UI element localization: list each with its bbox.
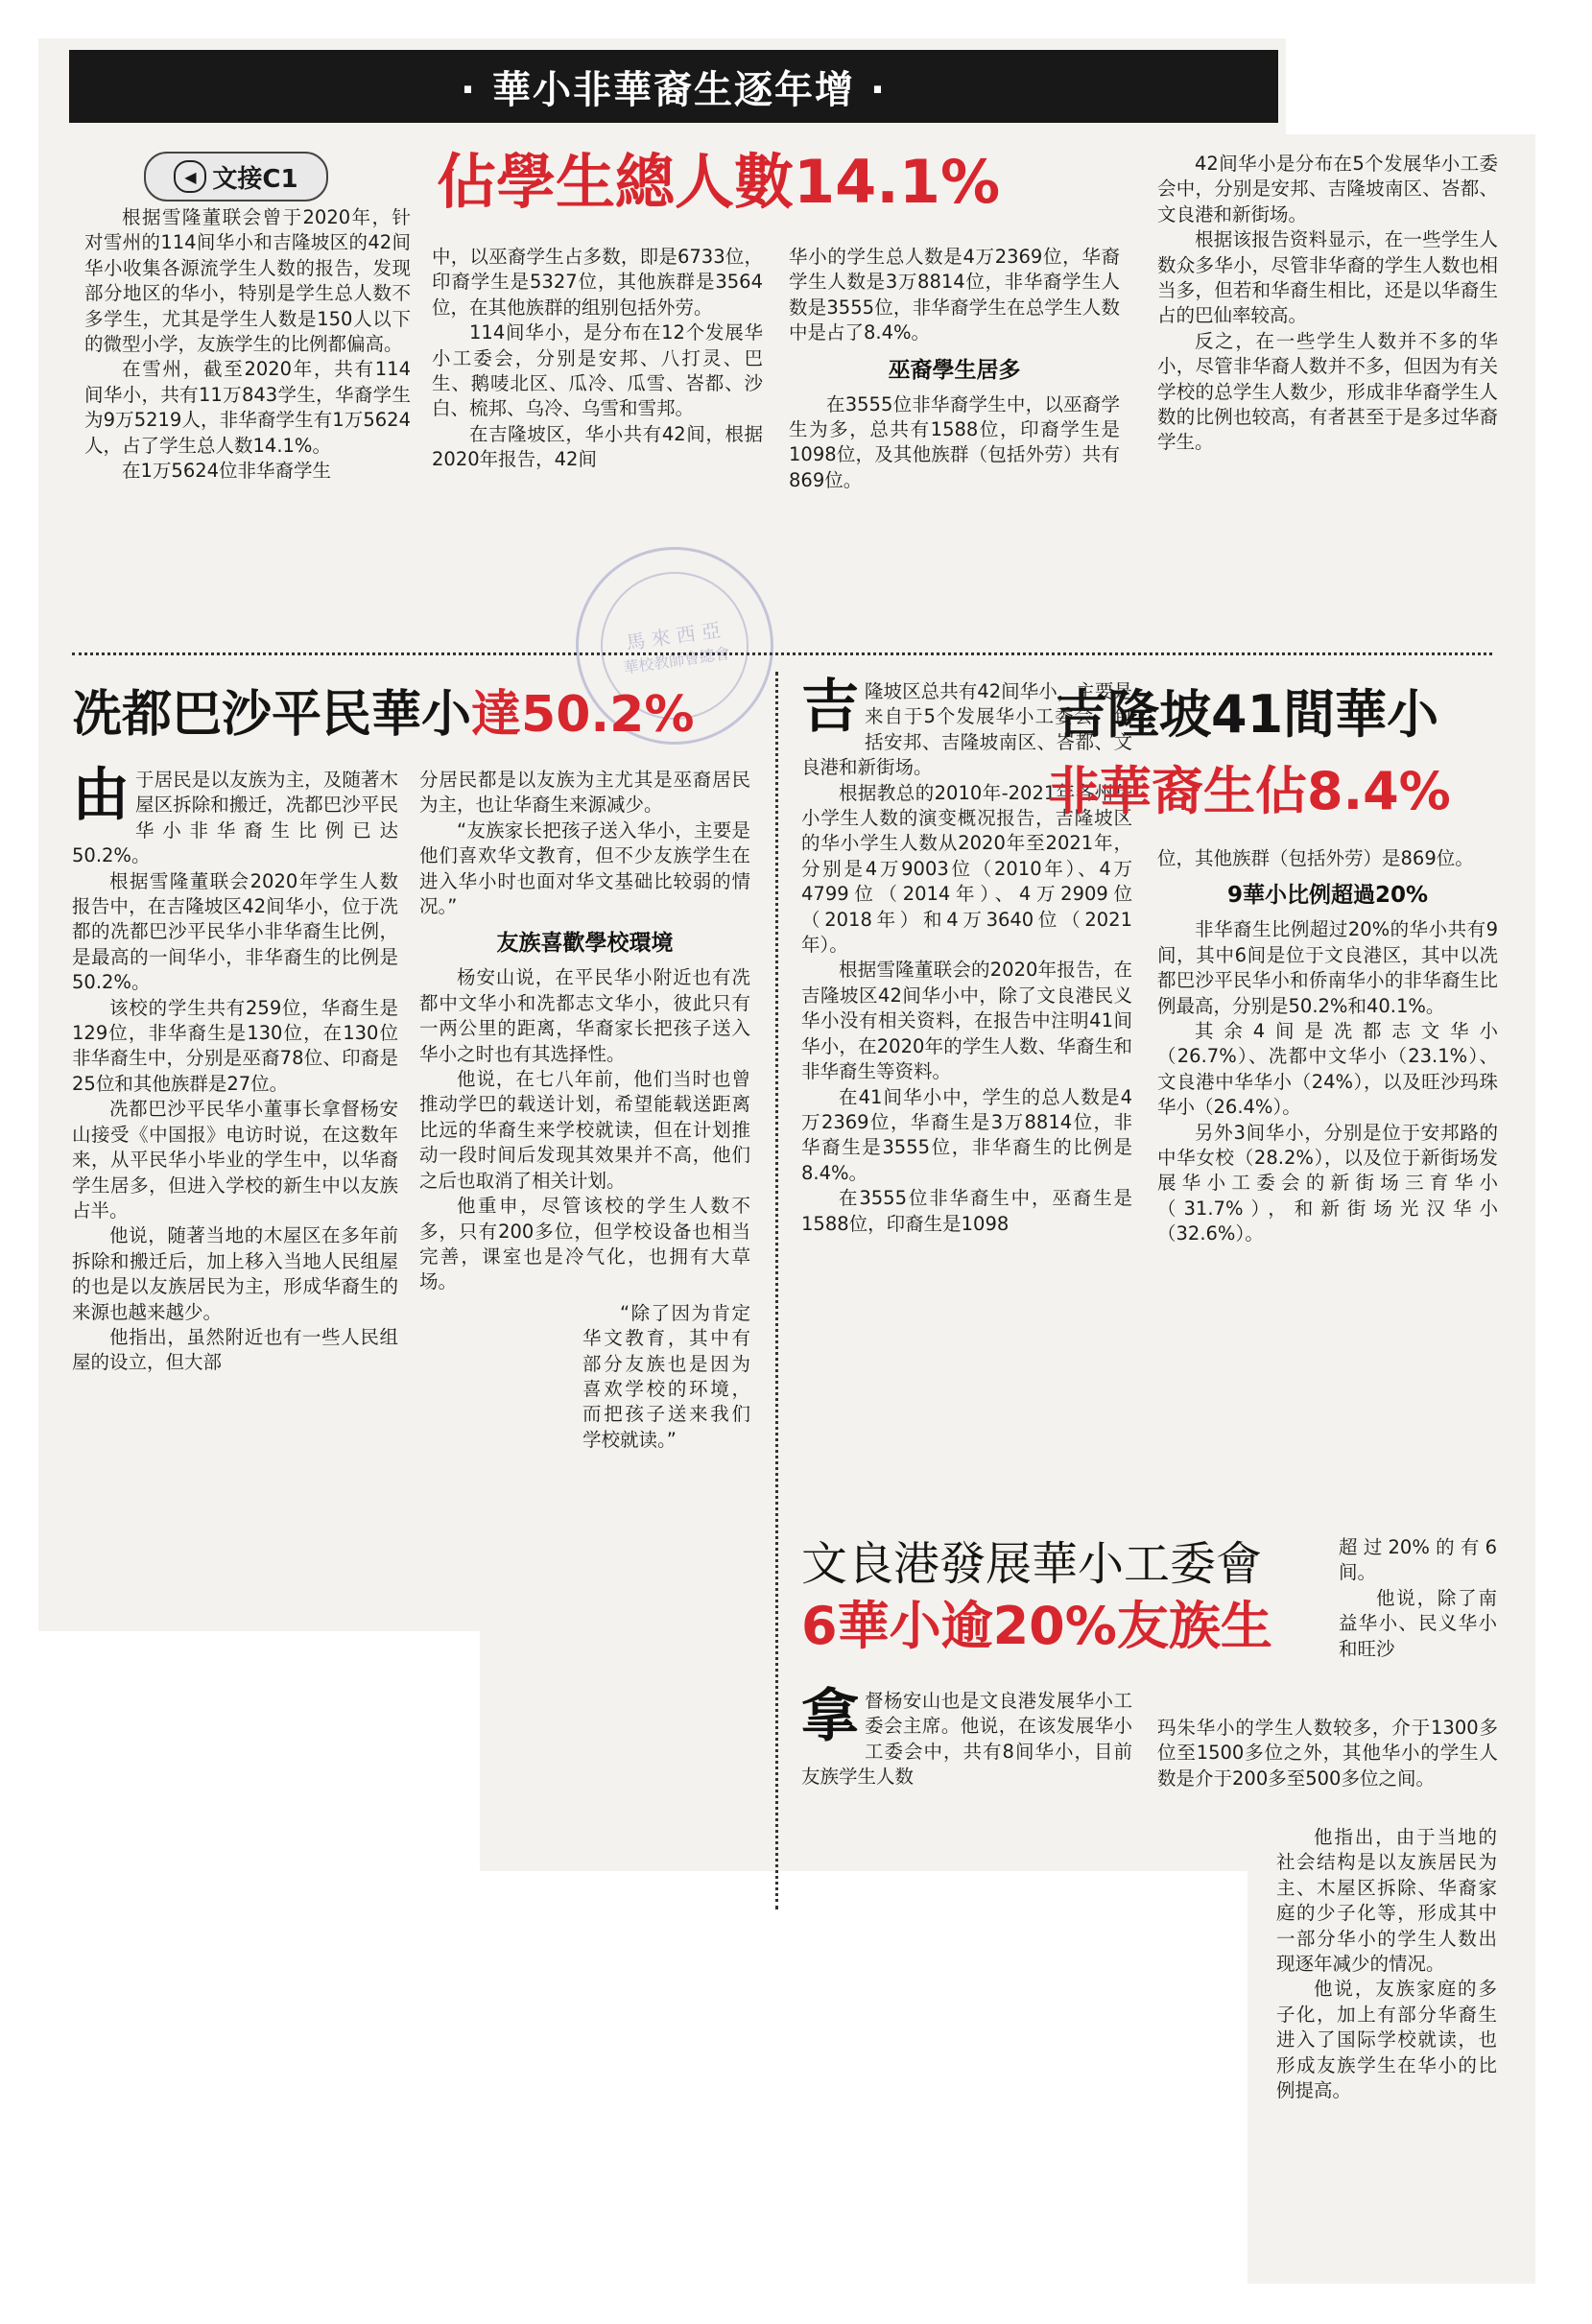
kl-column-2 xyxy=(1157,846,1498,1247)
paragraph: 他指出，由于当地的社会结构是以友族居民为主、木屋区拆除、华裔家庭的少子化等，形成其中一部分华小的学生人数出现逐年减少的情况。 xyxy=(1276,1826,1497,1976)
quote: “除了因为肯定华文教育，其中有部分友族也是因为喜欢学校的环境，而把孩子送来我们学校就读。” xyxy=(582,1301,750,1451)
wlg-column-2-top xyxy=(1339,1535,1497,1662)
stamp-line-1: 馬 來 西 亞 xyxy=(624,618,723,654)
section-divider xyxy=(72,652,1492,655)
left-headline-red: 達50.2% xyxy=(471,686,695,744)
paragraph: 冼都巴沙平民华小董事长拿督杨安山接受《中国报》电访时说，在这数年来，从平民华小毕业的学生中，以华裔学生居多，但进入学校的新生中以友族占半。 xyxy=(72,1098,398,1221)
top-headline: 佔學生總人數14.1% xyxy=(437,147,1001,217)
column-divider xyxy=(775,672,778,1909)
paragraph: “友族家长把孩子送入华小，主要是他们喜欢华文教育，但不少友族学生在进入华小时也面对华文基础比较弱的情况。” xyxy=(419,818,750,918)
left-headline xyxy=(72,683,694,747)
top-column-4 xyxy=(1157,152,1498,456)
paragraph: 在雪州，截至2020年，共有114间华小，共有11万843学生，华裔学生为9万5219人，非华裔学生有1万5624人，占了学生总人数14.1%。 xyxy=(84,358,411,457)
dropcap: 由 xyxy=(72,762,130,829)
paragraph: 根据雪隆董联会的2020年报告，在吉隆坡区42间华小中，除了文良港民义华小没有相关资料，在报告中注明41间华小，在2020年的学生人数、华裔生和非华裔生等资料。 xyxy=(801,959,1132,1083)
paragraph: 他说，除了南益华小、民义华小和旺沙 xyxy=(1339,1586,1497,1660)
paragraph: 他重申，尽管该校的学生人数不多，只有200多位，但学校设备也相当完善，课室也是冷气化，也拥有大草场。 xyxy=(419,1195,750,1293)
stamp-line-2: 華校教師會總會 xyxy=(622,644,731,677)
paragraph: 在1万5624位非华裔学生 xyxy=(122,460,332,483)
paragraph: 在3555位非华裔生中，巫裔生是1588位，印裔生是1098 xyxy=(801,1187,1132,1235)
paragraph: 在3555位非华裔学生中，以巫裔学生为多，总共有1588位，印裔学生是1098位，及其他族群（包括外劳）共有869位。 xyxy=(789,392,1120,491)
paragraph: 其余4间是冼都志文华小（26.7%）、冼都中文华小（23.1%）、文良港中华华小（24%），以及旺沙玛珠华小（26.4%）。 xyxy=(1157,1020,1498,1119)
paragraph: 隆坡区总共有42间华小，主要是来自于5个发展华小工委会，包括安邦、吉隆坡南区、峇都、文良港和新街场。 xyxy=(801,680,1132,779)
paragraph: 根据雪隆董联会2020年学生人数报告中，在吉隆坡区42间华小，位于冼都的冼都巴沙平民华小非华裔生比例，是最高的一间华小，非华裔生的比例是50.2%。 xyxy=(72,869,398,994)
subheading: 巫裔學生居多 xyxy=(888,357,1021,383)
paragraph: 督杨安山也是文良港发展华小工委会主席。他说，在该发展华小工委会中，共有8间华小，目前友族学生人数 xyxy=(801,1690,1132,1789)
arrow-left-icon: ◀ xyxy=(174,160,206,193)
kl-headline-black: 吉隆坡41間華小 xyxy=(1056,684,1439,745)
paragraph: 他指出，虽然附近也有一些人民组屋的设立，但大部 xyxy=(72,1325,398,1374)
kl-headline-red: 非華裔生佔8.4% xyxy=(1048,761,1451,821)
dropcap: 吉 xyxy=(801,674,859,741)
paragraph: 玛朱华小的学生人数较多，介于1300多位至1500多位之外，其他华小的学生人数是介于200多至500多位之间。 xyxy=(1157,1717,1498,1790)
paragraph: 根据雪隆董联会曾于2020年，针对雪州的114间华小和吉隆坡区的42间华小收集各源流学生人数的报告，发现部分地区的华小，特别是学生总人数不多学生，尤其是学生人数是150人以下的微型小学，友族学生的比例都偏高。 xyxy=(84,206,411,356)
paragraph: 他说，在七八年前，他们当时也曾推动学巴的载送计划，希望能载送距离比远的华裔生来学校就读，但在计划推动一段时间后发现其效果并不高，他们之后也取消了相关计划。 xyxy=(419,1068,750,1192)
paragraph: 华小的学生总人数是4万2369位，华裔学生人数是3万8814位，非华裔学生人数是3555位，非华裔学生在总学生人数中是占了8.4%。 xyxy=(789,246,1120,344)
paragraph: 在41间华小中，学生的总人数是4万2369位，华裔生是3万8814位，非华裔生是3555位，非华裔生的比例是8.4%。 xyxy=(801,1085,1132,1184)
subheading: 9華小比例超過20% xyxy=(1226,883,1429,909)
top-column-3 xyxy=(789,245,1120,493)
section-banner: · 華小非華裔生逐年增 · xyxy=(69,50,1278,123)
paragraph: 中，以巫裔学生占多数，即是6733位，印裔学生是5327位，其他族群是3564位，在其他族群的组别包括外劳。 xyxy=(432,246,763,319)
paragraph: 杨安山说，在平民华小附近也有冼都中文华小和冼都志文华小，彼此只有一两公里的距离，华裔家长把孩子送入华小之时也有其选择性。 xyxy=(419,966,750,1065)
paragraph: 42间华小是分布在5个发展华小工委会中，分别是安邦、吉隆坡南区、峇都、文良港和新街场。 xyxy=(1157,153,1498,225)
wlg-headline-red: 6華小逾20%友族生 xyxy=(801,1596,1272,1656)
wlg-column-2-wide xyxy=(1157,1716,1498,1791)
left-column-1 xyxy=(72,762,398,1376)
subheading: 友族喜歡學校環境 xyxy=(496,931,674,957)
continued-from-badge xyxy=(144,152,328,202)
paragraph: 在吉隆坡区，华小共有42间，根据2020年报告，42间 xyxy=(432,422,763,471)
quote-block xyxy=(582,1301,750,1453)
top-column-1 xyxy=(84,205,411,484)
wlg-column-3 xyxy=(1276,1825,1497,2103)
paragraph: 他说，友族家庭的多子化，加上有部分华裔生进入了国际学校就读，也形成友族学生在华小的比例提高。 xyxy=(1276,1978,1497,2102)
left-headline-black: 冼都巴沙平民華小 xyxy=(72,686,472,744)
continued-from-label: 文接C1 xyxy=(212,164,298,194)
top-column-2 xyxy=(432,245,763,473)
wlg-headline-black: 文良港發展華小工委會 xyxy=(801,1537,1263,1591)
paragraph: 他说，随著当地的木屋区在多年前拆除和搬迁后，加上移入当地人民组屋的也是以友族居民为主，形成华裔生的来源也越来越少。 xyxy=(72,1224,398,1323)
paragraph: 反之，在一些学生人数并不多的华小，尽管非华裔人数并不多，但因为有关学校的总学生人数少，形成非华裔学生人数的比例也较高，有者甚至于是多过华裔学生。 xyxy=(1157,329,1498,454)
paragraph: 根据该报告资料显示，在一些学生人数众多华小，尽管非华裔的学生人数也相当多，但若和华裔生相比，还是以华裔生占的巴仙率较高。 xyxy=(1157,228,1498,327)
paragraph: 非华裔生比例超过20%的华小共有9间，其中6间是位于文良港区，其中以冼都巴沙平民华小和侨南华小的非华裔生比例最高，分别是50.2%和40.1%。 xyxy=(1157,918,1498,1017)
paragraph: 分居民都是以友族为主尤其是巫裔居民为主，也让华裔生来源减少。 xyxy=(419,769,750,817)
paragraph: 根据教总的2010年-2021年各州华小学生人数的演变概况报告，吉隆坡区的华小学生人数从2020年至2021年，分别是4万9003位（2010年）、4万4799位（2014年）、4万2909位（2018年）和4万3640位（2021年）。 xyxy=(801,781,1132,957)
wlg-column-1 xyxy=(801,1683,1132,1790)
left-column-2 xyxy=(419,768,750,1453)
paragraph: 114间华小，是分布在12个发展华小工委会，分别是安邦、八打灵、巴生、鹅唛北区、瓜冷、瓜雪、峇都、沙白、梳邦、乌冷、乌雪和雪邦。 xyxy=(432,321,763,420)
dropcap: 拿 xyxy=(801,1683,859,1750)
paragraph: 超过20%的有6间。 xyxy=(1339,1536,1497,1584)
paragraph: 另外3间华小，分别是位于安邦路的中华女校（28.2%），以及位于新街场发展华小工委会的新街场三育华小（31.7%），和新街场光汉华小（32.6%）。 xyxy=(1157,1121,1498,1245)
paragraph: 该校的学生共有259位，华裔生是129位，非华裔生是130位，在130位非华裔生中，分别是巫裔78位、印裔是25位和其他族群是27位。 xyxy=(72,996,398,1095)
paragraph: 于居民是以友族为主，及随著木屋区拆除和搬迁，冼都巴沙平民华小非华裔生比例已达50.2%。 xyxy=(72,769,398,867)
paragraph: 位，其他族群（包括外劳）是869位。 xyxy=(1157,847,1474,869)
